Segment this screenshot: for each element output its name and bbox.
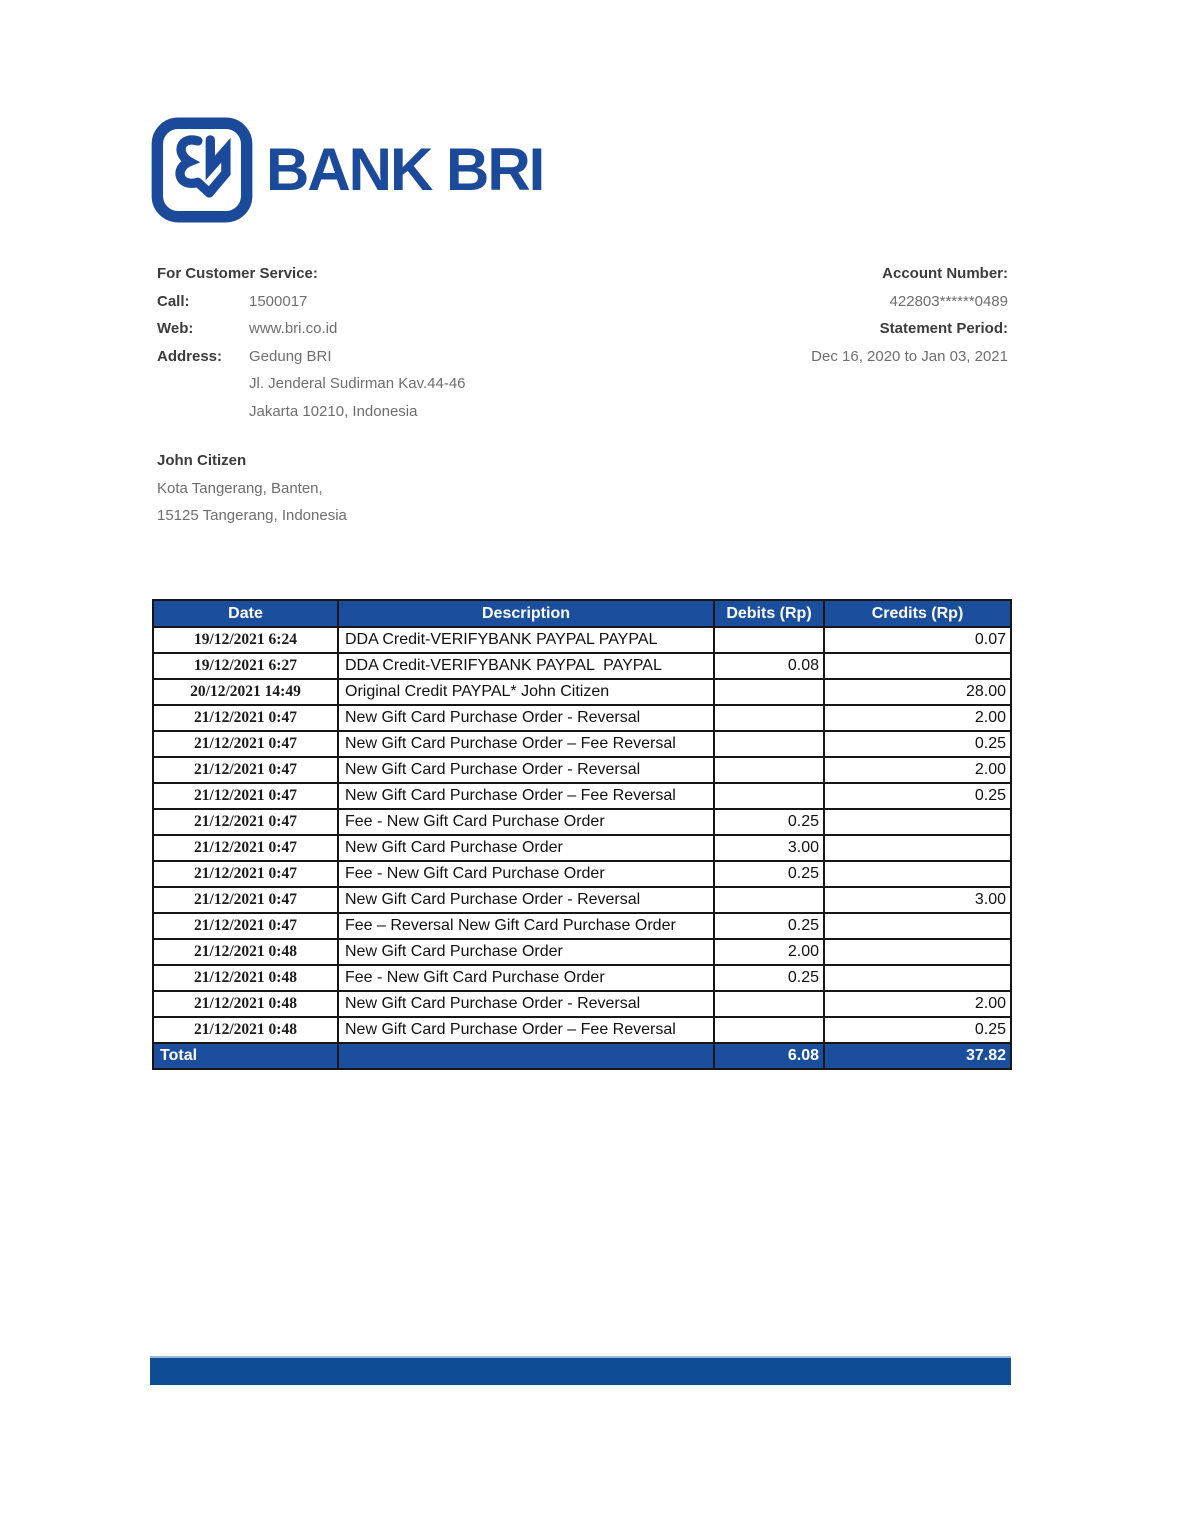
- transaction-date: 21/12/2021 0:47: [153, 731, 338, 757]
- statement-period-value: Dec 16, 2020 to Jan 03, 2021: [811, 347, 1008, 365]
- transaction-date: 21/12/2021 0:47: [153, 783, 338, 809]
- header-description: Description: [338, 600, 714, 627]
- transaction-date: 21/12/2021 0:47: [153, 757, 338, 783]
- address-row-3: [157, 398, 466, 426]
- transaction-credit: 0.25: [824, 1017, 1011, 1043]
- transaction-debit: [714, 991, 824, 1017]
- call-value: 1500017: [249, 292, 308, 310]
- transaction-debit: 0.08: [714, 653, 824, 679]
- header-credits: Credits (Rp): [824, 600, 1011, 627]
- transaction-credit: 0.25: [824, 731, 1011, 757]
- customer-service-block: [157, 260, 466, 425]
- transaction-date: 21/12/2021 0:48: [153, 965, 338, 991]
- transaction-description: DDA Credit-VERIFYBANK PAYPAL PAYPAL: [338, 653, 714, 679]
- footer-bar: [150, 1356, 1011, 1385]
- transaction-date: 21/12/2021 0:47: [153, 705, 338, 731]
- transaction-credit: 0.25: [824, 783, 1011, 809]
- transaction-description: Fee – Reversal New Gift Card Purchase Order: [338, 913, 714, 939]
- call-label: Call:: [157, 292, 190, 310]
- transaction-debit: 0.25: [714, 913, 824, 939]
- transaction-description: Fee - New Gift Card Purchase Order: [338, 809, 714, 835]
- transaction-credit: 3.00: [824, 887, 1011, 913]
- table-row: [153, 627, 1011, 653]
- transaction-credit: 0.07: [824, 627, 1011, 653]
- table-row: [153, 705, 1011, 731]
- transaction-description: New Gift Card Purchase Order – Fee Reversal: [338, 1017, 714, 1043]
- transaction-description: Original Credit PAYPAL* John Citizen: [338, 679, 714, 705]
- address-line-2: Jl. Jenderal Sudirman Kav.44-46: [249, 375, 466, 393]
- transaction-date: 21/12/2021 0:48: [153, 991, 338, 1017]
- total-row: [153, 1043, 1011, 1069]
- transaction-credit: 28.00: [824, 679, 1011, 705]
- transaction-description: New Gift Card Purchase Order: [338, 939, 714, 965]
- total-debits: 6.08: [714, 1043, 824, 1069]
- transaction-credit: [824, 835, 1011, 861]
- customer-address-line-2: 15125 Tangerang, Indonesia: [157, 507, 347, 525]
- transaction-description: Fee - New Gift Card Purchase Order: [338, 861, 714, 887]
- transaction-debit: 2.00: [714, 939, 824, 965]
- call-row: [157, 288, 466, 316]
- web-value: www.bri.co.id: [249, 320, 338, 338]
- transaction-date: 21/12/2021 0:48: [153, 939, 338, 965]
- address-line-1: Gedung BRI: [249, 347, 332, 365]
- transaction-credit: [824, 965, 1011, 991]
- bank-logo: [150, 116, 543, 224]
- transaction-credit: [824, 653, 1011, 679]
- address-row-2: [157, 370, 466, 398]
- table-row: [153, 913, 1011, 939]
- transaction-debit: [714, 783, 824, 809]
- transactions-table: [152, 599, 1012, 1070]
- transaction-date: 21/12/2021 0:47: [153, 809, 338, 835]
- table-row: [153, 653, 1011, 679]
- transaction-credit: 2.00: [824, 705, 1011, 731]
- bank-name: BANK BRI: [266, 136, 544, 203]
- transaction-description: New Gift Card Purchase Order - Reversal: [338, 887, 714, 913]
- customer-service-heading: For Customer Service:: [157, 265, 318, 283]
- transaction-credit: [824, 861, 1011, 887]
- table-row: [153, 991, 1011, 1017]
- transaction-description: New Gift Card Purchase Order: [338, 835, 714, 861]
- transactions-body: [153, 627, 1011, 1043]
- table-row: [153, 965, 1011, 991]
- table-row: [153, 809, 1011, 835]
- account-info-block: [811, 260, 1008, 370]
- customer-block: [157, 447, 347, 530]
- account-number-value: 422803******0489: [889, 292, 1008, 310]
- table-row: [153, 835, 1011, 861]
- transaction-credit: [824, 913, 1011, 939]
- transaction-description: DDA Credit-VERIFYBANK PAYPAL PAYPAL: [338, 627, 714, 653]
- transaction-date: 21/12/2021 0:47: [153, 835, 338, 861]
- transaction-date: 19/12/2021 6:24: [153, 627, 338, 653]
- address-label: Address:: [157, 347, 223, 365]
- table-row: [153, 679, 1011, 705]
- header-date: Date: [153, 600, 338, 627]
- transaction-debit: [714, 887, 824, 913]
- transaction-description: New Gift Card Purchase Order - Reversal: [338, 757, 714, 783]
- transaction-description: New Gift Card Purchase Order - Reversal: [338, 705, 714, 731]
- transaction-debit: [714, 757, 824, 783]
- transaction-debit: [714, 679, 824, 705]
- transaction-description: New Gift Card Purchase Order – Fee Reversal: [338, 783, 714, 809]
- transaction-date: 21/12/2021 0:47: [153, 913, 338, 939]
- transaction-date: 21/12/2021 0:48: [153, 1017, 338, 1043]
- web-label: Web:: [157, 320, 194, 338]
- bri-logo-icon: [150, 116, 254, 224]
- address-row-1: [157, 343, 466, 371]
- table-row: [153, 757, 1011, 783]
- transaction-credit: 2.00: [824, 991, 1011, 1017]
- table-row: [153, 783, 1011, 809]
- statement-period-label: Statement Period:: [879, 320, 1008, 338]
- transaction-description: New Gift Card Purchase Order - Reversal: [338, 991, 714, 1017]
- transaction-debit: 0.25: [714, 965, 824, 991]
- total-credits: 37.82: [824, 1043, 1011, 1069]
- header-debits: Debits (Rp): [714, 600, 824, 627]
- transaction-debit: [714, 705, 824, 731]
- web-row: [157, 315, 466, 343]
- transaction-date: 21/12/2021 0:47: [153, 887, 338, 913]
- transaction-credit: 2.00: [824, 757, 1011, 783]
- transaction-debit: [714, 1017, 824, 1043]
- transaction-description: Fee - New Gift Card Purchase Order: [338, 965, 714, 991]
- transaction-description: New Gift Card Purchase Order – Fee Reversal: [338, 731, 714, 757]
- address-line-3: Jakarta 10210, Indonesia: [249, 402, 418, 420]
- transaction-credit: [824, 939, 1011, 965]
- transaction-debit: [714, 731, 824, 757]
- customer-address-line-1: Kota Tangerang, Banten,: [157, 479, 323, 497]
- table-row: [153, 939, 1011, 965]
- account-number-label: Account Number:: [882, 265, 1008, 283]
- transaction-date: 19/12/2021 6:27: [153, 653, 338, 679]
- transaction-debit: [714, 627, 824, 653]
- table-row: [153, 731, 1011, 757]
- customer-name: John Citizen: [157, 452, 247, 470]
- transaction-debit: 0.25: [714, 861, 824, 887]
- total-label: Total: [153, 1043, 338, 1069]
- table-row: [153, 861, 1011, 887]
- table-row: [153, 887, 1011, 913]
- transaction-date: 21/12/2021 0:47: [153, 861, 338, 887]
- table-row: [153, 1017, 1011, 1043]
- transaction-debit: 0.25: [714, 809, 824, 835]
- table-header-row: [153, 600, 1011, 627]
- transaction-date: 20/12/2021 14:49: [153, 679, 338, 705]
- transaction-credit: [824, 809, 1011, 835]
- transaction-debit: 3.00: [714, 835, 824, 861]
